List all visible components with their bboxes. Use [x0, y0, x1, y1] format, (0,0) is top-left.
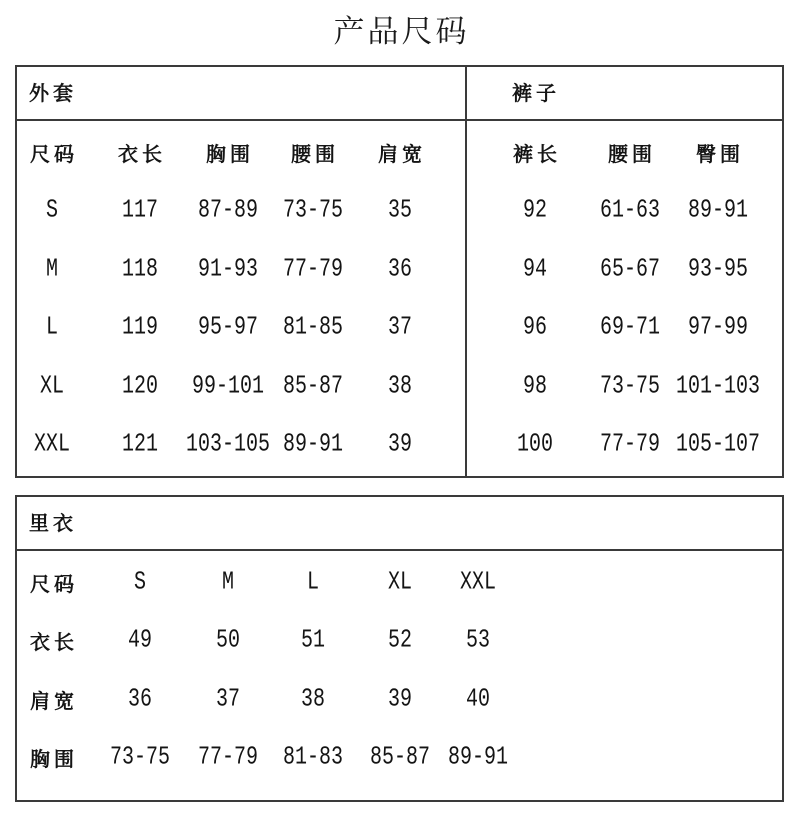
inner-cell: XL [387, 567, 412, 597]
pants-cell: 89-91 [687, 195, 748, 226]
jacket-cell: 37 [387, 312, 412, 343]
inner-row-label: 胸围 [30, 747, 78, 771]
inner-cell: XXL [459, 567, 496, 597]
inner-row-label: 肩宽 [30, 688, 78, 713]
inner-cell: L [306, 567, 319, 597]
jacket-header-cell: 腰围 [291, 141, 339, 166]
pants-cell: 92 [522, 195, 547, 226]
jacket-cell: 91-93 [197, 254, 258, 284]
inner-cell: 77-79 [197, 742, 258, 773]
inner-cell: 85-87 [369, 742, 430, 773]
inner-cell: 89-91 [447, 742, 508, 773]
pants-cell: 93-95 [687, 254, 748, 284]
pants-cell: 100 [516, 429, 553, 460]
jacket-section-label: 外套 [29, 81, 77, 105]
inner-cell: 81-83 [282, 742, 343, 773]
jacket-cell: XL [39, 371, 64, 401]
jacket-cell: 39 [387, 429, 412, 460]
inner-cell: 53 [465, 625, 490, 656]
inner-cell: S [133, 567, 146, 597]
jacket-header-cell: 肩宽 [378, 141, 426, 166]
pants-header-cell: 腰围 [608, 141, 656, 166]
inner-row-label: 尺码 [30, 571, 78, 596]
jacket-header-cell: 衣长 [118, 141, 166, 166]
jacket-cell: 95-97 [197, 312, 258, 343]
inner-cell: 38 [300, 684, 325, 714]
pants-cell: 77-79 [599, 429, 660, 460]
pants-cell: 94 [522, 254, 547, 284]
jacket-cell: 121 [121, 429, 158, 460]
pants-cell: 97-99 [687, 312, 748, 343]
jacket-cell: S [45, 195, 58, 226]
pants-cell: 105-107 [675, 429, 760, 460]
pants-row [468, 415, 782, 474]
jacket-cell: 99-101 [191, 371, 264, 401]
inner-cell: 52 [387, 625, 412, 656]
inner-cell: 51 [300, 625, 325, 656]
pants-cell: 69-71 [599, 312, 660, 343]
pants-cell: 96 [522, 312, 547, 343]
inner-row [17, 728, 782, 787]
jacket-cell: 81-85 [282, 312, 343, 343]
jacket-cell: 119 [121, 312, 158, 343]
pants-cell: 61-63 [599, 195, 660, 226]
inner-cell: 37 [215, 684, 240, 714]
header-divider [17, 119, 782, 121]
jacket-cell: M [45, 254, 58, 284]
inner-cell: 39 [387, 684, 412, 714]
jacket-cell: 36 [387, 254, 412, 284]
inner-cell: 40 [465, 684, 490, 714]
inner-cell: M [221, 567, 234, 597]
jacket-cell: XXL [33, 429, 70, 460]
jacket-cell: L [45, 312, 58, 343]
jacket-cell: 89-91 [282, 429, 343, 460]
jacket-cell: 117 [121, 195, 158, 226]
inner-cell: 50 [215, 625, 240, 656]
jacket-cell: 85-87 [282, 371, 343, 401]
inner-cell: 49 [127, 625, 152, 656]
jacket-row [17, 415, 466, 474]
jacket-cell: 120 [121, 371, 158, 401]
pants-section-label: 裤子 [512, 81, 560, 105]
pants-cell: 65-67 [599, 254, 660, 284]
jacket-header-cell: 尺码 [30, 141, 78, 166]
jacket-cell: 38 [387, 371, 412, 401]
pants-header-cell: 裤长 [513, 141, 561, 166]
page-title: 产品尺码 [333, 14, 470, 50]
pants-cell: 101-103 [675, 371, 760, 401]
jacket-cell: 77-79 [282, 254, 343, 284]
innerwear-size-table [15, 495, 784, 802]
inner-row-label: 衣长 [30, 630, 78, 654]
jacket-cell: 87-89 [197, 195, 258, 226]
outerwear-pants-size-table [15, 65, 784, 478]
pants-cell: 73-75 [599, 371, 660, 401]
inner-cell: 73-75 [109, 742, 170, 773]
jacket-cell: 103-105 [185, 429, 270, 460]
inner-section-label: 里衣 [29, 511, 77, 535]
jacket-cell: 35 [387, 195, 412, 226]
inner-cell: 36 [127, 684, 152, 714]
pants-header-cell: 臀围 [696, 141, 744, 166]
jacket-cell: 73-75 [282, 195, 343, 226]
jacket-header-cell: 胸围 [206, 141, 254, 166]
pants-cell: 98 [522, 371, 547, 401]
jacket-cell: 118 [121, 254, 158, 284]
